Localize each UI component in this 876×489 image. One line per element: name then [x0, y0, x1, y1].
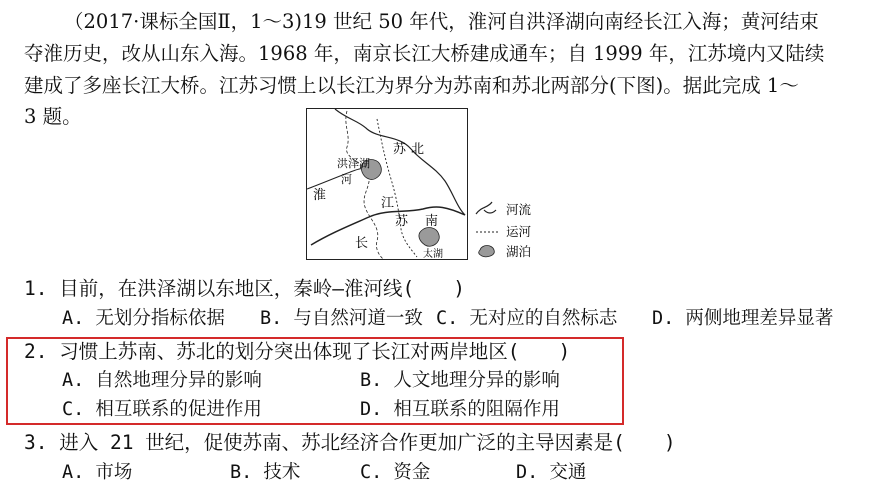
label-su-south: 苏 — [395, 214, 409, 229]
q3-option-c[interactable]: C. 资金 — [360, 462, 431, 483]
q2-option-d[interactable]: D. 相互联系的阻隔作用 — [360, 399, 560, 420]
q3-option-d[interactable]: D. 交通 — [516, 462, 587, 483]
intro-line-1: （2017·课标全国Ⅱ，1～3)19 世纪 50 年代，淮河自洪泽湖向南经长江入海；黄河结束 — [64, 10, 819, 33]
question-3-stem: 3. 进入 21 世纪，促使苏南、苏北经济合作更加广泛的主导因素是( ) — [24, 431, 676, 454]
q3-option-b[interactable]: B. 技术 — [230, 462, 301, 483]
legend-drawing — [470, 196, 560, 260]
q1-option-c[interactable]: C. 无对应的自然标志 — [436, 308, 618, 329]
q2-option-b[interactable]: B. 人文地理分异的影响 — [360, 370, 560, 391]
legend-river: 河流 — [506, 202, 532, 217]
yangtze-river — [311, 207, 465, 245]
label-hongzehu: 洪泽湖 — [337, 157, 370, 170]
question-1-stem: 1. 目前，在洪泽湖以东地区，秦岭—淮河线( ) — [24, 277, 465, 300]
river-symbol-icon — [476, 202, 496, 214]
question-2-stem: 2. 习惯上苏南、苏北的划分突出体现了长江对两岸地区( ) — [24, 340, 571, 363]
intro-line-3: 建成了多座长江大桥。江苏习惯上以长江为界分为苏南和苏北两部分(下图)。据此完成 1～ — [24, 74, 799, 97]
q1-option-a[interactable]: A. 无划分指标依据 — [62, 308, 225, 329]
q2-option-a[interactable]: A. 自然地理分异的影响 — [62, 370, 262, 391]
map-legend — [470, 196, 560, 260]
intro-line-4: 3 题。 — [24, 105, 82, 128]
label-nan: 南 — [425, 214, 439, 229]
label-su-north: 苏 — [393, 142, 407, 157]
q2-option-c[interactable]: C. 相互联系的促进作用 — [62, 399, 262, 420]
q1-option-b[interactable]: B. 与自然河道一致 — [260, 308, 423, 329]
map-drawing — [307, 109, 467, 259]
label-bei: 北 — [411, 142, 425, 157]
label-jiang: 江 — [381, 196, 395, 211]
intro-line-2: 夺淮历史，改从山东入海。1968 年，南京长江大桥建成通车；自 1999 年，江苏境内又陆续 — [24, 42, 825, 65]
label-he: 河 — [341, 173, 352, 186]
jiangsu-map — [306, 108, 468, 260]
legend-canal: 运河 — [506, 224, 532, 239]
q3-option-a[interactable]: A. 市场 — [62, 462, 133, 483]
label-huai: 淮 — [313, 188, 327, 203]
tai-lake — [419, 228, 439, 247]
q1-option-d[interactable]: D. 两侧地理差异显著 — [652, 308, 834, 329]
label-taihu: 太湖 — [423, 249, 443, 259]
lake-symbol-icon — [479, 246, 495, 257]
legend-lake: 湖泊 — [506, 244, 532, 259]
label-chang: 长 — [355, 236, 369, 251]
